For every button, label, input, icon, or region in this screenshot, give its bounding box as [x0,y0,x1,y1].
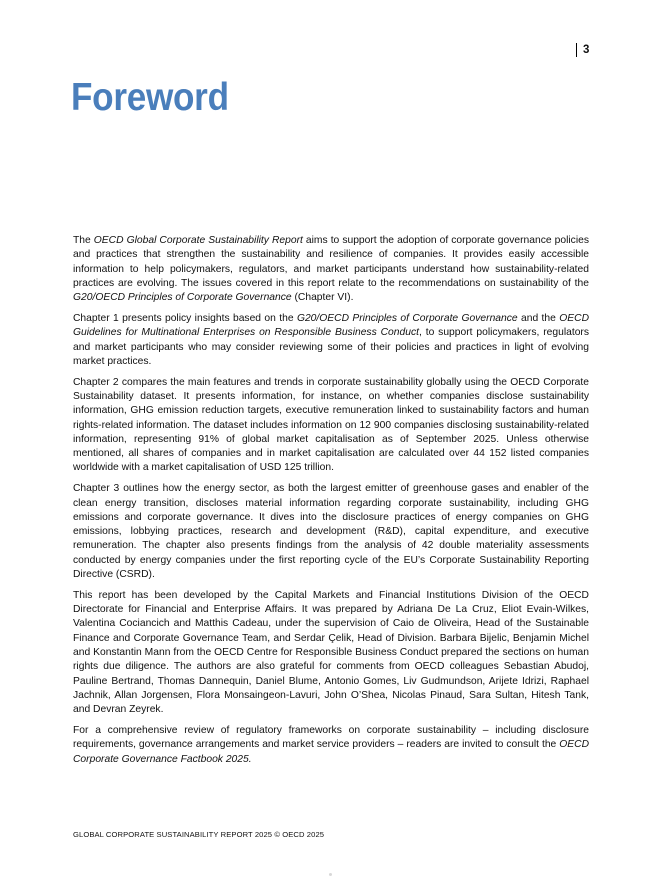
body-paragraph [73,234,589,305]
italic-title-text: G20/OECD Principles of Corporate Governance [73,292,292,304]
paragraph-text: , to support policymakers, regulators and market participants who may consider reviewing some of their policies and practices in light of evolving market practices. [73,327,590,367]
paragraph-text: Chapter 2 compares the main features and trends in corporate sustainability globally using the OECD Corporate Sustainability dataset. It presents information, for instance, on whether companies disclose sustainability information, GHG emission reduction targets, executive remuneration linked to sustainability factors and human rights-related information. The dataset includes information on 12 900 companies disclosing sustainability-related information, representing 91% of global market capitalisation as of September 2025. Unless otherwise mentioned, all shares of companies and in market capitalisation are calculated over 44 152 listed companies worldwide with a market capitalisation of USD 125 trillion. [73,376,589,474]
paragraph-text: The [73,235,94,246]
italic-title-text: OECD Guidelines for Multinational Enterprises on Responsible Business Conduct [73,312,589,339]
body-paragraph [73,589,589,718]
paragraph-text: Chapter 3 outlines how the energy sector, as both the largest emitter of greenhouse gases and enabler of the clean energy transition, discloses material information regarding corporate sustainability, including GHG emissions and corporate governance. It dives into the disclosure practices of energy companies on GHG emissions, lobbying practices, research and development (R&D), capital expenditure, and executive remuneration. The chapter also presents findings from the analysis of 42 double materiality assessments conducted by energy companies under the first reporting cycle of the EU’s Corporate Sustainability Reporting Directive (CSRD). [73,483,589,581]
page-footer: GLOBAL CORPORATE SUSTAINABILITY REPORT 2025 © OECD 2025 [73,830,325,839]
body-paragraph [73,376,589,476]
paragraph-text: For a comprehensive review of regulatory frameworks on corporate sustainability – including disclosure requirements, governance arrangements and market service providers – readers are invited to consult the [73,725,589,751]
body-paragraph [73,724,589,767]
italic-title-text: G20/OECD Principles of Corporate Governance [296,312,518,324]
paragraph-text: This report has been developed by the Capital Markets and Financial Institutions Division of the OECD Directorate for Financial and Enterprise Affairs. It was prepared by Adriana De La Cruz, Eliot Evain-Wilkes, Valentina Cociancich and Matthis Cadeau, under the supervision of Caio de Oliveira, Head of the Sustainable Finance and Corporate Governance Team, and Serdar Çelik, Head of Division. Barbara Bijelic, Benjamin Michel and Konstantin Mann from the OECD Centre for Responsible Business Conduct prepared the sections on human rights due diligence. The authors are also grateful for comments from OECD colleagues Sebastian Abudoj, Pauline Bertrand, Thomas Dannequin, Daniel Blume, Antonio Gomes, Liv Gudmundson, Arijete Idrizi, Raphael Jachnik, Allan Jorgensen, Flora Monsaingeon-Lavuri, John O’Shea, Nicolas Pinaud, Sara Sultan, Hitesh Tank, and Devran Zeyrek. [73,589,589,716]
paragraph-text: Chapter 1 presents policy insights based on the [73,312,297,324]
page-number: 3 [576,43,589,57]
page-marker-dot [329,873,332,876]
foreword-body [73,234,589,773]
italic-title-text: OECD Global Corporate Sustainability Report [93,235,303,246]
page-title: Foreword [71,76,229,119]
paragraph-text: aims to support the adoption of corporate governance policies and practices that strengthen the sustainability and resilience of companies. It provides easily accessible information to help policymakers, regulators, and market participants understand how sustainability-related practices are evolving. The issues covered in this report relate to the recommendations on sustainability of the [73,235,589,289]
body-paragraph [73,312,589,369]
italic-title-text: OECD Corporate Governance Factbook 2025. [73,739,589,765]
paragraph-text: (Chapter VI). [291,292,354,304]
paragraph-text: and the [517,312,560,324]
body-paragraph [73,482,589,582]
